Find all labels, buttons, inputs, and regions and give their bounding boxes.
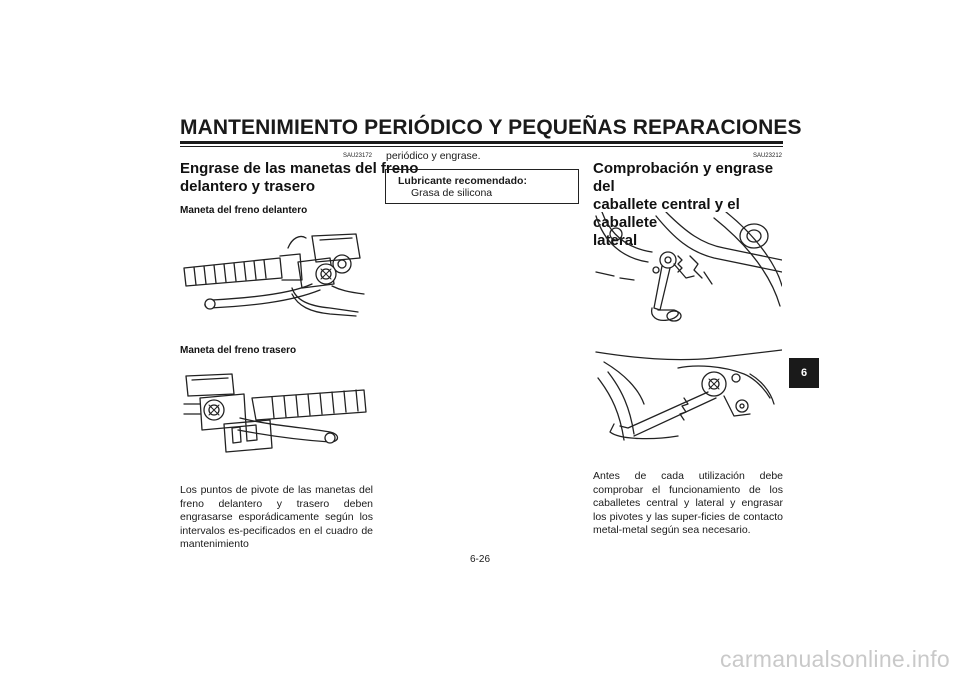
lubricant-box-value: Grasa de silicona [411, 187, 493, 199]
rear-brake-label: Maneta del freno trasero [180, 345, 297, 356]
section-code-right: SAU23212 [752, 153, 782, 159]
front-brake-lever-illustration [180, 228, 372, 320]
header-rule-thick [180, 141, 783, 144]
heading-line: lateral [593, 232, 638, 249]
continuation-text: periódico y engrase. [386, 150, 481, 162]
heading-line: delantero y trasero [180, 178, 316, 195]
heading-line: Comprobación y engrase del [593, 160, 774, 195]
recommended-lubricant-box [385, 169, 579, 204]
stands-body-text: Antes de cada utilización debe comprobar el funcionamiento de los caballetes central y lateral y engrasar los pivotes y las super-ficies de contacto metal-metal según sea necesario. [593, 470, 783, 536]
watermark: carmanualsonline.info [719, 646, 950, 672]
heading-line: Engrase de las manetas del freno [180, 160, 419, 177]
page-header-title: MANTENIMIENTO PERIÓDICO Y PEQUEÑAS REPARACIONES [180, 116, 802, 139]
chapter-tab[interactable]: 6 [789, 358, 819, 388]
center-stand-illustration [594, 212, 782, 330]
rear-brake-lever-illustration [180, 368, 372, 460]
brake-lever-body-text: Los puntos de pivote de las manetas del freno delantero y trasero deben engrasarse esporádicamente según los intervalos es-pecificados en el cuadro de mantenimiento [180, 484, 373, 550]
section-heading-brake-levers [180, 160, 419, 196]
section-code-left: SAU23172 [342, 153, 372, 159]
side-stand-illustration [594, 344, 782, 454]
heading-line: caballete central y el caballete [593, 196, 740, 231]
header-rule-thin [180, 146, 783, 147]
page-number: 6-26 [469, 554, 490, 565]
lubricant-box-title: Lubricante recomendado: [398, 175, 527, 187]
front-brake-label: Maneta del freno delantero [180, 205, 308, 216]
